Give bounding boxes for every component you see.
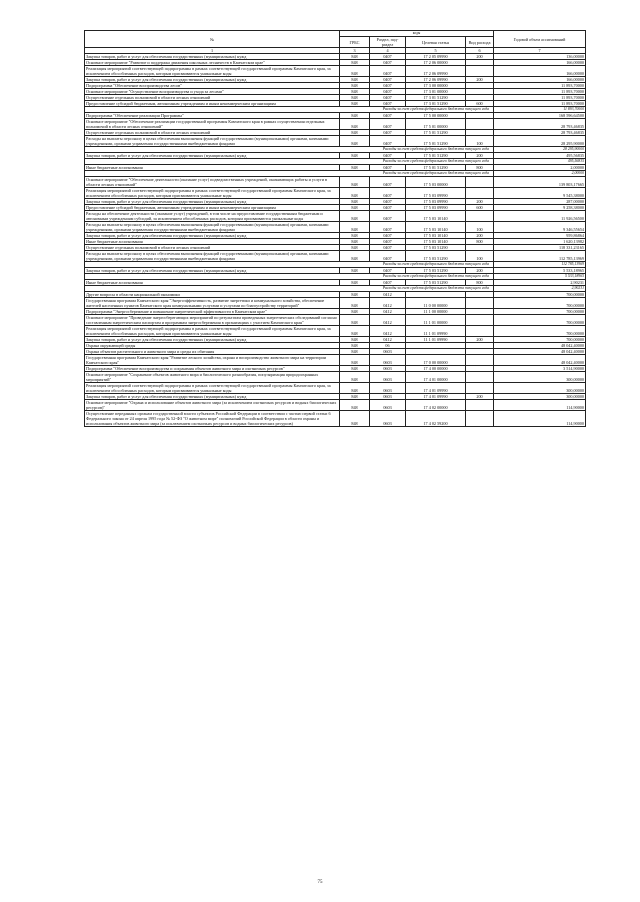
description-cell: Закупка товаров, работ и услуг для обеспечения государственных (муниципальных) нужд — [85, 233, 340, 239]
razdel-cell: 0407 — [370, 199, 406, 205]
razdel-cell: 0407 — [370, 251, 406, 262]
target-article-cell: 17 2 06 00000 — [406, 60, 466, 66]
description-cell: Основное мероприятие "Охрана и использование объектов животного мира (за исключением охотничьих ресурсов и водных биологических ресурсов)" — [85, 400, 340, 411]
razdel-cell: 0407 — [370, 60, 406, 66]
amount-cell: 11 893,70000 — [494, 95, 586, 101]
grbs-cell: 848 — [340, 411, 370, 427]
header-codes-group: коды — [340, 31, 494, 37]
description-cell: Основное мероприятие "Обеспечение реализации государственной программы Камчатского края в рамках осуществления отдельных полномочий в области лесных отношений" — [85, 119, 340, 130]
target-article-cell: 11 1 01 09990 — [406, 326, 466, 337]
expense-type-cell: 100 — [466, 222, 494, 233]
target-article-cell: 17 0 00 00000 — [406, 355, 466, 366]
razdel-cell: 06 — [370, 343, 406, 349]
amount-cell: 300,00000 — [494, 383, 586, 394]
target-article-cell: 17 5 03 51290 — [406, 268, 466, 274]
description-cell: Закупка товаров, работ и услуг для обеспечения государственных (муниципальных) нужд — [85, 199, 340, 205]
amount-cell: 700,00000 — [494, 337, 586, 343]
amount-cell: 166,00000 — [494, 77, 586, 83]
expense-type-cell: 800 — [466, 239, 494, 245]
grbs-cell: 848 — [340, 233, 370, 239]
target-article-cell: 17 5 03 09990 — [406, 205, 466, 211]
target-article-cell: 17 2 05 09990 — [406, 54, 466, 60]
target-article-cell: 17 4 00 00000 — [406, 366, 466, 372]
grbs-cell: 848 — [340, 355, 370, 366]
razdel-cell: 0603 — [370, 383, 406, 394]
target-article-cell: 17 5 00 00000 — [406, 113, 466, 119]
grbs-cell: 848 — [340, 165, 370, 171]
funding-source-label: Расходы за счет средств федерального бюджета текущего года — [85, 274, 494, 280]
table-row — [85, 326, 586, 337]
target-article-cell: 17 5 03 10140 — [406, 239, 466, 245]
expense-type-cell — [466, 298, 494, 309]
header-col-number-4: 4 — [370, 48, 406, 54]
amount-cell: 114,90000 — [494, 411, 586, 427]
description-cell: Осуществление отдельных полномочий в области лесных отношений — [85, 130, 340, 136]
razdel-cell: 0407 — [370, 89, 406, 95]
grbs-cell: 848 — [340, 54, 370, 60]
razdel-cell: 0407 — [370, 153, 406, 159]
target-article-cell: 17 4 01 00000 — [406, 372, 466, 383]
table-row — [85, 211, 586, 222]
target-article-cell: 17 5 01 00000 — [406, 119, 466, 130]
amount-cell: 9 545,38000 — [494, 188, 586, 199]
amount-cell: 300,00000 — [494, 372, 586, 383]
description-cell: Расходы на обеспечение деятельности (оказание услуг) учреждений, в том числе на предоставление государственным бюджетным и автономным учреждениям субсидий, за исключением обособленных расходов, которым присваиваются уникальные коды — [85, 211, 340, 222]
grbs-cell: 848 — [340, 222, 370, 233]
target-article-cell: 17 4 01 09990 — [406, 383, 466, 394]
amount-cell: 2,90231 — [494, 280, 586, 286]
expense-type-cell — [466, 188, 494, 199]
funding-source-label: Расходы за счет средств федерального бюджета текущего года — [85, 171, 494, 177]
description-cell: Реализация мероприятий соответствующей подпрограммы в рамках соответствующей государственной программы Камчатского края, за исключением обособленных расходов, которым присваиваются уникальные коды — [85, 383, 340, 394]
description-cell: Государственная программа Камчатского края "Энергоэффективность, развитие энергетики и коммунального хозяйства, обеспечение жителей населенных пунктов Камчатского края коммунальными услугами и услугами по благоустройству территорий" — [85, 298, 340, 309]
header-grbs: ГРБС — [340, 37, 370, 48]
razdel-cell: 0412 — [370, 309, 406, 315]
expense-type-cell: 100 — [466, 251, 494, 262]
amount-cell: 700,00000 — [494, 315, 586, 326]
target-article-cell: 17 5 01 51290 — [406, 165, 466, 171]
grbs-cell: 848 — [340, 400, 370, 411]
razdel-cell: 0407 — [370, 66, 406, 77]
target-article-cell: 17 4 01 09990 — [406, 394, 466, 400]
description-cell: Государственная программа Камчатского края "Развитие лесного хозяйства, охрана и воспроизводство животного мира на территории Камчатского края" — [85, 355, 340, 366]
amount-cell: 114,90000 — [494, 400, 586, 411]
razdel-cell: 0412 — [370, 315, 406, 326]
grbs-cell: 848 — [340, 315, 370, 326]
target-article-cell: 17 5 01 51290 — [406, 130, 466, 136]
expense-type-cell: 200 — [466, 233, 494, 239]
table-row — [85, 119, 586, 130]
razdel-cell: 0407 — [370, 113, 406, 119]
expense-type-cell — [466, 411, 494, 427]
razdel-cell: 0603 — [370, 394, 406, 400]
table-header — [85, 31, 586, 54]
razdel-cell: 0407 — [370, 83, 406, 89]
amount-cell: 2,90231 — [494, 286, 586, 292]
description-cell: Иные бюджетные ассигнования — [85, 165, 340, 171]
razdel-cell: 0407 — [370, 239, 406, 245]
grbs-cell: 848 — [340, 298, 370, 309]
table-row — [85, 400, 586, 411]
funding-source-label: Расходы за счет средств федерального бюджета текущего года — [85, 159, 494, 165]
amount-cell: 28 793,46835 — [494, 130, 586, 136]
target-article-cell: 17 5 03 00000 — [406, 177, 466, 188]
description-cell: Предоставление субсидий бюджетным, автономным учреждениям и иным некоммерческим организациям — [85, 101, 340, 107]
description-cell: Иные бюджетные ассигнования — [85, 280, 340, 286]
razdel-cell: 0603 — [370, 349, 406, 355]
amount-cell: 11 926,56500 — [494, 211, 586, 222]
amount-cell: 700,00000 — [494, 292, 586, 298]
header-col-number-6: 6 — [466, 48, 494, 54]
razdel-cell: 0603 — [370, 366, 406, 372]
amount-cell: 700,00000 — [494, 298, 586, 309]
expense-type-cell: 600 — [466, 205, 494, 211]
description-cell: Осуществление отдельных полномочий в области лесных отношений — [85, 245, 340, 251]
grbs-cell: 848 — [340, 309, 370, 315]
amount-cell: 2,00000 — [494, 165, 586, 171]
amount-cell: 287,00000 — [494, 199, 586, 205]
description-cell: Закупка товаров, работ и услуг для обеспечения государственных (муниципальных) нужд — [85, 268, 340, 274]
grbs-cell: 848 — [340, 343, 370, 349]
grbs-cell: 848 — [340, 153, 370, 159]
razdel-cell: 0407 — [370, 119, 406, 130]
header-col-number-1: 1 — [85, 48, 340, 54]
target-article-cell: 17 5 01 51290 — [406, 153, 466, 159]
target-article-cell: 17 5 03 10140 — [406, 222, 466, 233]
amount-cell: 11 893,70000 — [494, 101, 586, 107]
expense-type-cell: 600 — [466, 101, 494, 107]
razdel-cell: 0603 — [370, 400, 406, 411]
funding-source-label: Расходы за счет средств федерального бюджета текущего года — [85, 286, 494, 292]
target-article-cell: 17 5 03 10140 — [406, 211, 466, 222]
grbs-cell: 848 — [340, 136, 370, 147]
description-cell: Закупка товаров, работ и услуг для обеспечения государственных (муниципальных) нужд — [85, 153, 340, 159]
razdel-cell: 0407 — [370, 268, 406, 274]
grbs-cell: 848 — [340, 199, 370, 205]
grbs-cell: 848 — [340, 326, 370, 337]
grbs-cell: 848 — [340, 113, 370, 119]
razdel-cell: 0412 — [370, 292, 406, 298]
table-row — [85, 251, 586, 262]
grbs-cell: 848 — [340, 177, 370, 188]
header-col-number-3: 3 — [340, 48, 370, 54]
razdel-cell: 0407 — [370, 211, 406, 222]
grbs-cell: 848 — [340, 83, 370, 89]
razdel-cell: 0412 — [370, 298, 406, 309]
description-cell: Предоставление субсидий бюджетным, автономным учреждениям и иным некоммерческим организациям — [85, 205, 340, 211]
razdel-cell: 0407 — [370, 177, 406, 188]
grbs-cell: 848 — [340, 89, 370, 95]
description-cell: Основное мероприятие "Проведение энергосберегающих мероприятий по результатам проведенных энергетических обследований согласно составленным энергетическим паспортам и программам энергосбережения в организациях с участием Камчатского края" — [85, 315, 340, 326]
budget-table — [84, 30, 586, 427]
razdel-cell: 0407 — [370, 222, 406, 233]
page-number: 75 — [317, 880, 323, 885]
target-article-cell: 17 5 03 51290 — [406, 251, 466, 262]
table-row — [85, 411, 586, 427]
description-cell: Другие вопросы в области национальной экономики — [85, 292, 340, 298]
amount-cell: 168 596,64500 — [494, 113, 586, 119]
funding-source-label: Расходы за счет средств федерального бюджета текущего года — [85, 262, 494, 268]
amount-cell: 700,00000 — [494, 326, 586, 337]
expense-type-cell: 200 — [466, 268, 494, 274]
grbs-cell: 848 — [340, 95, 370, 101]
header-col-number-5: 5 — [406, 48, 466, 54]
razdel-cell: 0603 — [370, 411, 406, 427]
razdel-cell: 0603 — [370, 372, 406, 383]
amount-cell: 48 042,40000 — [494, 355, 586, 366]
target-article-cell: 17 3 01 00000 — [406, 89, 466, 95]
grbs-cell: 848 — [340, 372, 370, 383]
grbs-cell: 848 — [340, 239, 370, 245]
expense-type-cell — [466, 355, 494, 366]
amount-cell: 495,56835 — [494, 159, 586, 165]
grbs-cell: 848 — [340, 251, 370, 262]
header-amount: Годовой объем ассигнований — [494, 31, 586, 48]
description-cell: Реализация мероприятий соответствующей подпрограммы в рамках соответствующей государственной программы Камчатского края, за исключением обособленных расходов, которым присваиваются уникальные коды — [85, 66, 340, 77]
grbs-cell: 848 — [340, 268, 370, 274]
amount-cell: 11 893,70000 — [494, 89, 586, 95]
amount-cell: 495,56835 — [494, 153, 586, 159]
razdel-cell: 0407 — [370, 77, 406, 83]
target-article-cell: 17 5 01 51290 — [406, 136, 466, 147]
razdel-cell: 0407 — [370, 95, 406, 101]
budget-table-sheet — [84, 30, 585, 427]
grbs-cell: 848 — [340, 60, 370, 66]
funding-source-label: Расходы за счет средств федерального бюджета текущего года — [85, 147, 494, 153]
razdel-cell: 0407 — [370, 245, 406, 251]
grbs-cell: 848 — [340, 383, 370, 394]
expense-type-cell — [466, 315, 494, 326]
razdel-cell: 0407 — [370, 188, 406, 199]
expense-type-cell — [466, 372, 494, 383]
amount-cell: 11 893,70000 — [494, 107, 586, 113]
amount-cell: 166,00000 — [494, 60, 586, 66]
header-num: № — [85, 31, 340, 48]
amount-cell: 112 785,13969 — [494, 251, 586, 262]
amount-cell: 959,86864 — [494, 233, 586, 239]
razdel-cell: 0407 — [370, 101, 406, 107]
amount-cell: 300,00000 — [494, 394, 586, 400]
description-cell: Основное мероприятие "Развитие и поддержка движения школьных лесничеств в Камчатском крае" — [85, 60, 340, 66]
description-cell: Реализация мероприятий соответствующей подпрограммы в рамках соответствующей государственной программы Камчатского края, за исключением обособленных расходов, которым присваиваются уникальные коды — [85, 326, 340, 337]
expense-type-cell — [466, 177, 494, 188]
target-article-cell: 17 5 03 51290 — [406, 280, 466, 286]
table-row — [85, 222, 586, 233]
target-article-cell: 17 5 03 09990 — [406, 188, 466, 199]
grbs-cell: 848 — [340, 292, 370, 298]
expense-type-cell — [466, 400, 494, 411]
grbs-cell: 848 — [340, 280, 370, 286]
description-cell: Подпрограмма "Обеспечение реализации Программы" — [85, 113, 340, 119]
grbs-cell: 848 — [340, 349, 370, 355]
razdel-cell: 0407 — [370, 205, 406, 211]
table-row — [85, 298, 586, 309]
table-row — [85, 177, 586, 188]
razdel-cell: 0407 — [370, 54, 406, 60]
funding-source-label: Расходы за счет средств федерального бюджета текущего года — [85, 107, 494, 113]
header-tsel: Целевая статья — [406, 37, 466, 48]
description-cell: Расходы на выплаты персоналу в целях обеспечения выполнения функций государственными (муниципальными) органами, казенными учреждениями, органами управления государственными внебюджетными фондами — [85, 251, 340, 262]
razdel-cell: 0407 — [370, 130, 406, 136]
expense-type-cell: 200 — [466, 153, 494, 159]
amount-cell: 5 533,18965 — [494, 274, 586, 280]
grbs-cell: 848 — [340, 211, 370, 222]
description-cell: Закупка товаров, работ и услуг для обеспечения государственных (муниципальных) нужд — [85, 54, 340, 60]
grbs-cell: 848 — [340, 119, 370, 130]
expense-type-cell — [466, 119, 494, 130]
amount-cell: 28 295,90000 — [494, 136, 586, 147]
description-cell: Осуществление отдельных полномочий в области лесных отношений — [85, 95, 340, 101]
description-cell: Расходы на выплаты персоналу в целях обеспечения выполнения функций государственными (муниципальными) органами, казенными учреждениями, органами управления государственными внебюджетными фондами — [85, 136, 340, 147]
expense-type-cell: 800 — [466, 165, 494, 171]
header-vid: Вид расхода — [466, 37, 494, 48]
table-row — [85, 315, 586, 326]
razdel-cell: 0603 — [370, 355, 406, 366]
amount-cell: 9 258,38000 — [494, 205, 586, 211]
expense-type-cell — [466, 211, 494, 222]
amount-cell: 1 620,13982 — [494, 239, 586, 245]
table-row — [85, 136, 586, 147]
target-article-cell: 17 5 03 09990 — [406, 199, 466, 205]
description-cell: Основное мероприятие "Сохранение объектов животного мира и биологического разнообразия, популяризация природоохранных мероприятий" — [85, 372, 340, 383]
description-cell: Иные бюджетные ассигнования — [85, 239, 340, 245]
expense-type-cell: 200 — [466, 337, 494, 343]
description-cell: Охрана окружающей среды — [85, 343, 340, 349]
amount-cell: 166,00000 — [494, 66, 586, 77]
target-article-cell: 17 4 02 00000 — [406, 400, 466, 411]
grbs-cell: 848 — [340, 130, 370, 136]
description-cell: Осуществление переданных органам государственной власти субъектов Российской Федерации в соответствии с частью первой статьи 6 Федерального закона от 24 апреля 1995 года № 52-ФЗ "О животном мире" полномочий Российской Федерации в области охраны и использования объектов животного мира (за исключением охотничьих ресурсов и водных биологических ресурсов) — [85, 411, 340, 427]
grbs-cell: 848 — [340, 77, 370, 83]
table-row — [85, 188, 586, 199]
description-cell: Закупка товаров, работ и услуг для обеспечения государственных (муниципальных) нужд — [85, 394, 340, 400]
grbs-cell: 848 — [340, 337, 370, 343]
target-article-cell: 11 1 00 00000 — [406, 309, 466, 315]
amount-cell: 3 514,90000 — [494, 366, 586, 372]
expense-type-cell: 800 — [466, 280, 494, 286]
razdel-cell: 0407 — [370, 233, 406, 239]
table-row — [85, 383, 586, 394]
target-article-cell: 17 2 06 09990 — [406, 66, 466, 77]
expense-type-cell: 200 — [466, 77, 494, 83]
expense-type-cell: 200 — [466, 394, 494, 400]
description-cell: Подпрограмма "Обеспечение воспроизводства лесов" — [85, 83, 340, 89]
razdel-cell: 0412 — [370, 326, 406, 337]
amount-cell: 2,00000 — [494, 171, 586, 177]
description-cell: Реализация мероприятий соответствующей подпрограммы в рамках соответствующей государственной программы Камчатского края, за исключением обособленных расходов, которым присваиваются уникальные коды — [85, 188, 340, 199]
target-article-cell: 17 5 03 51290 — [406, 245, 466, 251]
target-article-cell: 11 1 01 00000 — [406, 315, 466, 326]
razdel-cell: 0407 — [370, 136, 406, 147]
expense-type-cell: 200 — [466, 54, 494, 60]
description-cell: Основное мероприятие "Осуществление воспроизводства и ухода за лесами" — [85, 89, 340, 95]
description-cell: Охрана объектов растительного и животного мира и среды их обитания — [85, 349, 340, 355]
table-row — [85, 66, 586, 77]
amount-cell: 136,00000 — [494, 54, 586, 60]
header-razdel: Раздел, под-раздел — [370, 37, 406, 48]
amount-cell: 11 893,70000 — [494, 83, 586, 89]
razdel-cell: 0412 — [370, 337, 406, 343]
expense-type-cell — [466, 326, 494, 337]
table-row — [85, 355, 586, 366]
amount-cell: 700,00000 — [494, 309, 586, 315]
target-article-cell: 11 0 00 00000 — [406, 298, 466, 309]
description-cell: Закупка товаров, работ и услуг для обеспечения государственных (муниципальных) нужд — [85, 337, 340, 343]
header-col-number-7: 7 — [494, 48, 586, 54]
grbs-cell: 848 — [340, 188, 370, 199]
description-cell: Расходы на выплаты персоналу в целях обеспечения выполнения функций государственными (муниципальными) органами, казенными учреждениями, органами управления государственными внебюджетными фондами — [85, 222, 340, 233]
table-body — [85, 54, 586, 427]
target-article-cell: 17 3 01 51290 — [406, 101, 466, 107]
razdel-cell: 0407 — [370, 165, 406, 171]
amount-cell: 112 785,13969 — [494, 262, 586, 268]
expense-type-cell — [466, 383, 494, 394]
description-cell: Подпрограмма "Обеспечение воспроизводства и сохранения объектов животного мира и охотничьих ресурсов" — [85, 366, 340, 372]
expense-type-cell — [466, 66, 494, 77]
target-article-cell: 11 1 01 09990 — [406, 337, 466, 343]
amount-cell: 28 793,46835 — [494, 119, 586, 130]
expense-type-cell: 200 — [466, 199, 494, 205]
amount-cell: 9 346,55654 — [494, 222, 586, 233]
grbs-cell: 848 — [340, 245, 370, 251]
description-cell: Основное мероприятие "Обеспечение деятельности (оказание услуг) подведомственных учреждений, оказывающих работы и услуги в области лесных отношений" — [85, 177, 340, 188]
target-article-cell: 17 2 06 09990 — [406, 77, 466, 83]
grbs-cell: 848 — [340, 66, 370, 77]
target-article-cell: 17 3 00 00000 — [406, 83, 466, 89]
target-article-cell: 17 3 01 51290 — [406, 95, 466, 101]
grbs-cell: 848 — [340, 394, 370, 400]
grbs-cell: 848 — [340, 366, 370, 372]
amount-cell: 5 533,18965 — [494, 268, 586, 274]
razdel-cell: 0407 — [370, 280, 406, 286]
amount-cell: 118 331,23165 — [494, 245, 586, 251]
target-article-cell: 17 4 02 59200 — [406, 411, 466, 427]
table-row — [85, 372, 586, 383]
grbs-cell: 848 — [340, 205, 370, 211]
amount-cell: 28 295,90000 — [494, 147, 586, 153]
amount-cell: 48 042,40000 — [494, 343, 586, 349]
amount-cell: 139 803,17665 — [494, 177, 586, 188]
description-cell: Подпрограмма "Энергосбережение и повышение энергетической эффективности в Камчатском крае" — [85, 309, 340, 315]
target-article-cell: 17 5 03 10140 — [406, 233, 466, 239]
amount-cell: 48 042,40000 — [494, 349, 586, 355]
expense-type-cell: 100 — [466, 136, 494, 147]
description-cell: Закупка товаров, работ и услуг для обеспечения государственных (муниципальных) нужд — [85, 77, 340, 83]
grbs-cell: 848 — [340, 101, 370, 107]
